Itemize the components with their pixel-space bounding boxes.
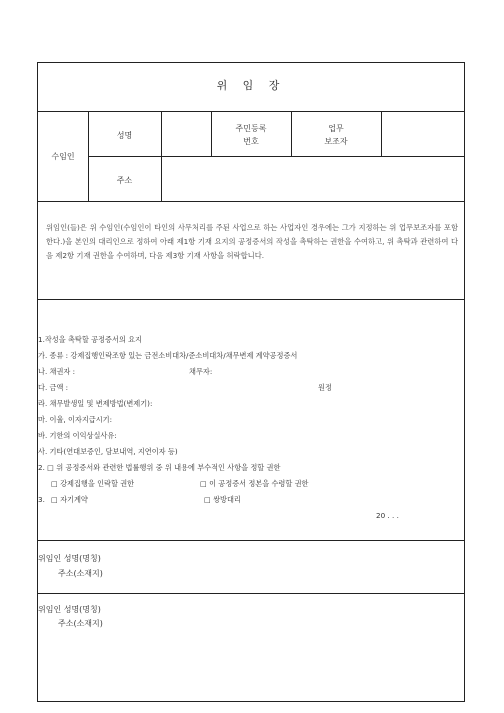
authority-receive-copy: □ 이 공정증서 정본을 수령할 권한 (200, 479, 309, 488)
section-3-number: 3. (38, 495, 45, 504)
divider (38, 593, 464, 594)
divider (38, 201, 464, 202)
signer-name-label: 위임인 성명(명칭) (38, 605, 101, 614)
authorization-paragraph: 위임인(들)은 위 수임인(수임인이 타인의 사무처리를 주된 사업으로 하는 사업자인 경우에는 그가 지정하는 위 업무보조자를 포함한다.)을 본인의 대리인으로 정하여 아래 제1항 기재 요지의 공정증서의 작성을 촉탁하는 권한을 수여하고, 위 촉탁과 관련하여 다음 제2항 기재 권한을 수여하며, 다음 제3항 기재 사항을 허락합니다. (46, 223, 458, 260)
assistant-label: 보조자 (324, 137, 348, 146)
signer-address-label: 주소(소재지) (58, 619, 103, 628)
item-debtor: 채무자: (189, 367, 213, 376)
item-repayment: 라. 채무발생일 및 변제방법(변제기): (38, 399, 153, 408)
id-number-label: 번호 (243, 137, 259, 146)
self-contract-option: □ 자기계약 (51, 495, 88, 504)
divider (381, 111, 382, 156)
grantee-label: 수임인 (51, 152, 75, 161)
section-2-authority: 2. □ 위 공정증서와 관련한 법률행위 중 위 내용에 부수적인 사항을 정할 권한 (38, 463, 281, 472)
signer-name-label: 위임인 성명(명칭) (38, 554, 101, 563)
item-acceleration: 바. 기한의 이익상실사유: (38, 431, 117, 440)
assistant-label: 업무 (328, 124, 344, 133)
power-of-attorney-form (37, 62, 465, 702)
document-title: 위 임 장 (216, 79, 286, 92)
id-number-label: 주민등록 (235, 124, 267, 133)
section-1-heading: 1.작성을 촉탁할 공정증서의 요지 (38, 335, 142, 344)
name-label: 성명 (116, 131, 133, 140)
divider (38, 540, 464, 541)
authority-enforcement: □ 강제집행을 인락할 권한 (51, 479, 135, 488)
item-type: 가. 종류 : 강제집행인락조항 있는 금전소비대차/준소비대차/채무변제 계약공정증서 (38, 351, 298, 360)
date-line: 20 . . . (376, 511, 399, 520)
address-label: 주소 (116, 176, 133, 185)
item-interest: 마. 이율, 이자지급시기: (38, 415, 113, 424)
item-amount: 다. 금액 : (38, 383, 69, 392)
bilateral-agency-option: □ 쌍방대리 (204, 495, 241, 504)
item-creditor: 나. 채권자 : (38, 367, 76, 376)
item-other: 사. 기타(연대보증인, 담보내역, 지연이자 등) (38, 447, 178, 456)
divider (38, 299, 464, 300)
divider (88, 156, 464, 157)
divider (38, 111, 464, 112)
amount-unit: 원정 (318, 383, 332, 392)
signer-address-label: 주소(소재지) (58, 569, 103, 578)
